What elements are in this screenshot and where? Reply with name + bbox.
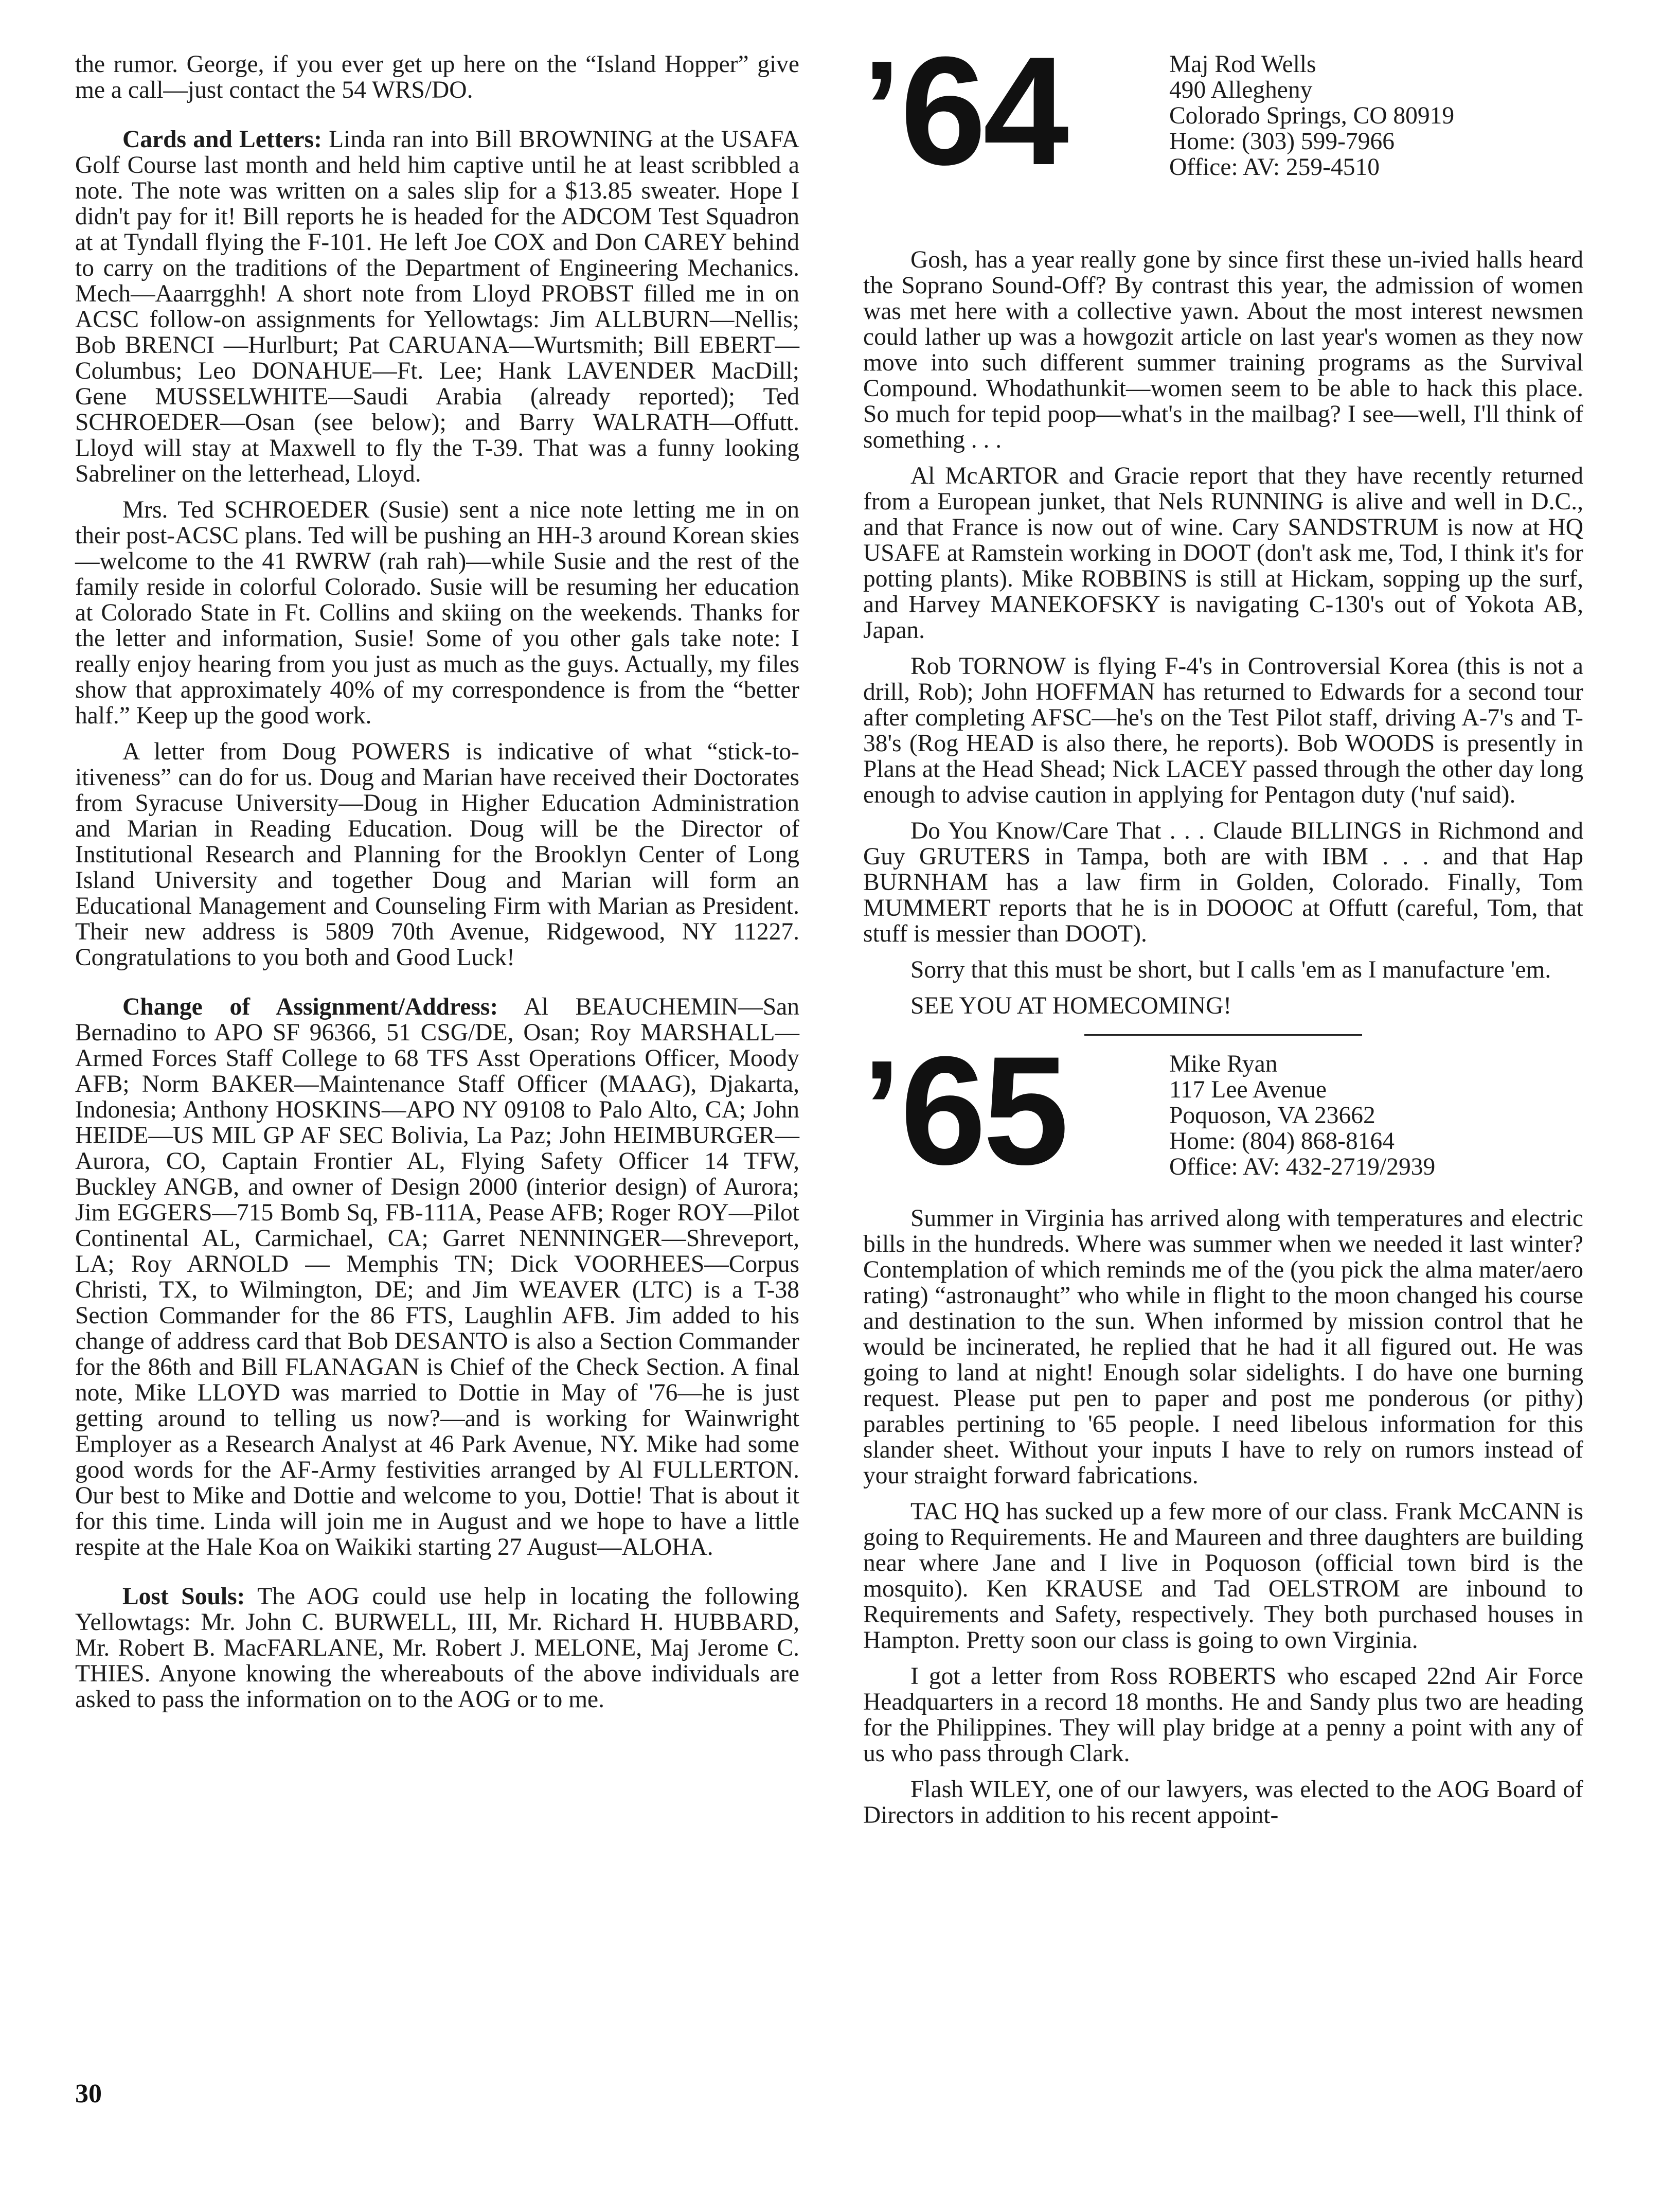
class-64-header <box>863 24 1583 247</box>
paragraph: Do You Know/Care That . . . Claude BILLINGS in Richmond and Guy GRUTERS in Tampa, both are with IBM . . . and that Hap BURNHAM has a law firm in Golden, Colorado. Finally, Tom MUMMERT reports that he is in DOOOC at Offutt (careful, Tom, that stuff is messier than DOOT). <box>863 818 1583 947</box>
section-divider <box>1084 1034 1362 1036</box>
paragraph: Gosh, has a year really gone by since first these un-ivied halls heard the Soprano Sound-Off? By contrast this year, the admission of women was met here with a collective yawn. About the most interest newsmen could lather up was a howgozit article on last year's women as they now move into such different summer training programs as the Survival Compound. Whodathunkit—women seem to be able to hack this place. So much for tepid poop—what's in the mailbag? I see—well, I'll think of something . . . <box>863 246 1583 453</box>
section-heading: Cards and Letters: <box>122 126 322 153</box>
paragraph-text: Al BEAUCHEMIN—San Bernadino to APO SF 96366, 51 CSG/DE, Osan; Roy MARSHALL—Armed Forces Staff College to 68 TFS Asst Operations Officer, Moody AFB; Norm BAKER—Maintenance Staff Officer (MAAG), Djakarta, Indonesia; Anthony HOSKINS—APO NY 09108 to Palo Alto, CA; John HEIDE—US MIL GP AF SEC Bolivia, La Paz; John HEIMBURGER—Aurora, CO, Captain Frontier AL, Flying Safety Officer 14 TFW, Buckley ANGB, and owner of Design 2000 (interior design) of Aurora; Jim EGGERS—715 Bomb Sq, FB-111A, Pease AFB; Roger ROY—Pilot Continental AL, Carmichael, CA; Garret NENNINGER—Shreveport, LA; Roy ARNOLD — Memphis TN; Dick VOORHEES—Corpus Christi, TX, to Wilmington, DE; and Jim WEAVER (LTC) is a T-38 Section Commander for the 86 FTS, Laughlin AFB. Jim added to his change of address card that Bob DESANTO is also a Section Commander for the 86th and Bill FLANAGAN is Chief of the Check Section. A final note, Mike LLOYD was married to Dottie in May of '76—he is just getting around to telling us now?—and is working for Wainwright Employer as a Research Analyst at 46 Park Avenue, NY. Mike had some good words for the AF-Army festivities arranged by Al FULLERTON. Our best to Mike and Dottie and welcome to you, Dottie! That is about it for this time. Linda will join me in August and we hope to have a little respite at the Hale Koa on Waikiki starting 27 August—ALOHA. <box>75 994 799 1561</box>
year-numeral: 64 <box>900 24 1066 197</box>
section-heading: Lost Souls: <box>122 1583 245 1610</box>
contact-city: Poquoson, VA 23662 <box>1169 1102 1375 1129</box>
contact-city: Colorado Springs, CO 80919 <box>1169 102 1455 129</box>
change-of-assignment-paragraph <box>75 994 799 1560</box>
page-number: 30 <box>75 2079 102 2108</box>
paragraph: Flash WILEY, one of our lawyers, was elected to the AOG Board of Directors in addition to his recent appoint- <box>863 1776 1583 1829</box>
paragraph: Rob TORNOW is flying F-4's in Controversial Korea (this is not a drill, Rob); John HOFFMAN has returned to Edwards for a second tour after completing AFSC—he's on the Test Pilot staff, driving A-7's and T-38's (Rog HEAD is also there, he reports). Bob WOODS is presently in Plans at the Head Shead; Nick LACEY passed through the other day long enough to advise caution in applying for Pentagon duty ('nuf said). <box>863 653 1583 808</box>
apostrophe: ’ <box>863 1033 898 1182</box>
contact-street: 117 Lee Avenue <box>1169 1076 1327 1103</box>
left-column <box>75 51 799 1712</box>
contact-home-phone: Home: (804) 868-8164 <box>1169 1128 1395 1155</box>
section-heading: Change of Assignment/Address: <box>122 994 498 1020</box>
paragraph: A letter from Doug POWERS is indicative of what “stick-to-itiveness” can do for us. Doug and Marian have received their Doctorates from Syracuse University—Doug in Higher Education Administration and Marian in Reading Education. Doug will be the Director of Institutional Research and Planning for the Brooklyn Center of Long Island University and together Doug and Marian will form an Educational Management and Counseling Firm with Marian as President. Their new address is 5809 70th Avenue, Ridgewood, NY 11227. Congratulations to you both and Good Luck! <box>75 738 799 971</box>
contact-street: 490 Allegheny <box>1169 77 1313 103</box>
contact-home-phone: Home: (303) 599-7966 <box>1169 128 1395 155</box>
contact-office-phone: Office: AV: 259-4510 <box>1169 154 1380 181</box>
paragraph: TAC HQ has sucked up a few more of our class. Frank McCANN is going to Requirements. He and Maureen and three daughters are building near where Jane and I live in Poquoson (official town bird is the mosquito). Ken KRAUSE and Tad OELSTROM are inbound to Requirements and Safety, respectively. They both purchased houses in Hampton. Pretty soon our class is going to own Virginia. <box>863 1498 1583 1654</box>
class-year-64 <box>863 24 1066 197</box>
paragraph: Al McARTOR and Gracie report that they have recently returned from a European junket, that Nels RUNNING is alive and well in D.C., and that France is now out of wine. Cary SANDSTRUM is now at HQ USAFE at Ramstein working in DOOT (don't ask me, Tod, I think it's for potting plants). Mike ROBBINS is still at Hickam, sopping up the surf, and Harvey MANEKOFSKY is navigating C-130's out of Yokota AB, Japan. <box>863 463 1583 644</box>
paragraph: Sorry that this must be short, but I calls 'em as I manufacture 'em. <box>910 956 1551 983</box>
class-year-65 <box>863 1024 1066 1197</box>
paragraph-text: The AOG could use help in locating the following Yellowtags: Mr. John C. BURWELL, III, Mr. Richard H. HUBBARD, Mr. Robert B. MacFARLANE, Mr. Robert J. MELONE, Maj Jerome C. THIES. Anyone knowing the whereabouts of the above individuals are asked to pass the information on to the AOG or to me. <box>75 1583 799 1713</box>
paragraph: I got a letter from Ross ROBERTS who escaped 22nd Air Force Headquarters in a record 18 months. He and Sandy plus two are heading for the Philippines. They will play bridge at a penny a point with any of us who pass through Clark. <box>863 1663 1583 1767</box>
right-column <box>863 24 1583 1829</box>
class-65-contact <box>1169 1051 1435 1180</box>
contact-name: Mike Ryan <box>1169 1051 1278 1077</box>
closing-line: SEE YOU AT HOMECOMING! <box>910 992 1232 1019</box>
class-64-contact <box>1169 51 1454 180</box>
paragraph-text: Linda ran into Bill BROWNING at the USAFA Golf Course last month and held him captive until he at least scribbled a note. The note was written on a sales slip for a $13.85 sweater. Hope I didn't pay for it! Bill reports he is headed for the ADCOM Test Squadron at at Tyndall flying the F-101. He left Joe COX and Don CAREY behind to carry on the traditions of the Department of Engineering Mechanics. Mech—Aaarrgghh! A short note from Lloyd PROBST filled me in on ACSC follow-on assignments for Yellowtags: Jim ALLBURN—Nellis; Bob BRENCI —Hurlburt; Pat CARUANA—Wurtsmith; Bill EBERT—Columbus; Leo DONAHUE—Ft. Lee; Hank LAVENDER MacDill; Gene MUSSELWHITE—Saudi Arabia (already reported); Ted SCHROEDER—Osan (see below); and Barry WALRATH—Offutt. Lloyd will stay at Maxwell to fly the T-39. That was a funny looking Sabreliner on the letterhead, Lloyd. <box>75 126 799 487</box>
contact-name: Maj Rod Wells <box>1169 51 1316 78</box>
cards-and-letters-paragraph <box>75 127 799 487</box>
contact-office-phone: Office: AV: 432-2719/2939 <box>1169 1154 1436 1180</box>
paragraph: Summer in Virginia has arrived along with temperatures and electric bills in the hundreds. Where was summer when we needed it last winter? Contemplation of which reminds me of the (you pick the alma mater/aero rating) “astronaught” who while in flight to the moon changed his course and destination to the sun. When informed by mission control that he would be incinerated, he replied that he had it all figured out. He was going to land at night! Enough solar sidelights. I do have one burning request. Please put pen to paper and post me ponderous (or pithy) parables pertining to '65 people. I need libelous information for this slander sheet. Without your inputs I have to rely on rumors instead of your straight forward fabrications. <box>863 1205 1583 1489</box>
paragraph: the rumor. George, if you ever get up here on the “Island Hopper” give me a call—just contact the 54 WRS/DO. <box>75 51 799 103</box>
paragraph: Mrs. Ted SCHROEDER (Susie) sent a nice note letting me in on their post-ACSC plans. Ted will be pushing an HH-3 around Korean skies—welcome to the 41 RWRW (rah rah)—while Susie and the rest of the family reside in colorful Colorado. Susie will be resuming her education at Colorado State in Ft. Collins and skiing on the weekends. Thanks for the letter and information, Susie! Some of you other gals take note: I really enjoy hearing from you just as much as the guys. Actually, my files show that approximately 40% of my correspondence is from the “better half.” Keep up the good work. <box>75 497 799 729</box>
lost-souls-paragraph <box>75 1584 799 1712</box>
class-65-header <box>863 1024 1583 1206</box>
year-numeral: 65 <box>900 1024 1066 1197</box>
apostrophe: ’ <box>863 33 898 183</box>
